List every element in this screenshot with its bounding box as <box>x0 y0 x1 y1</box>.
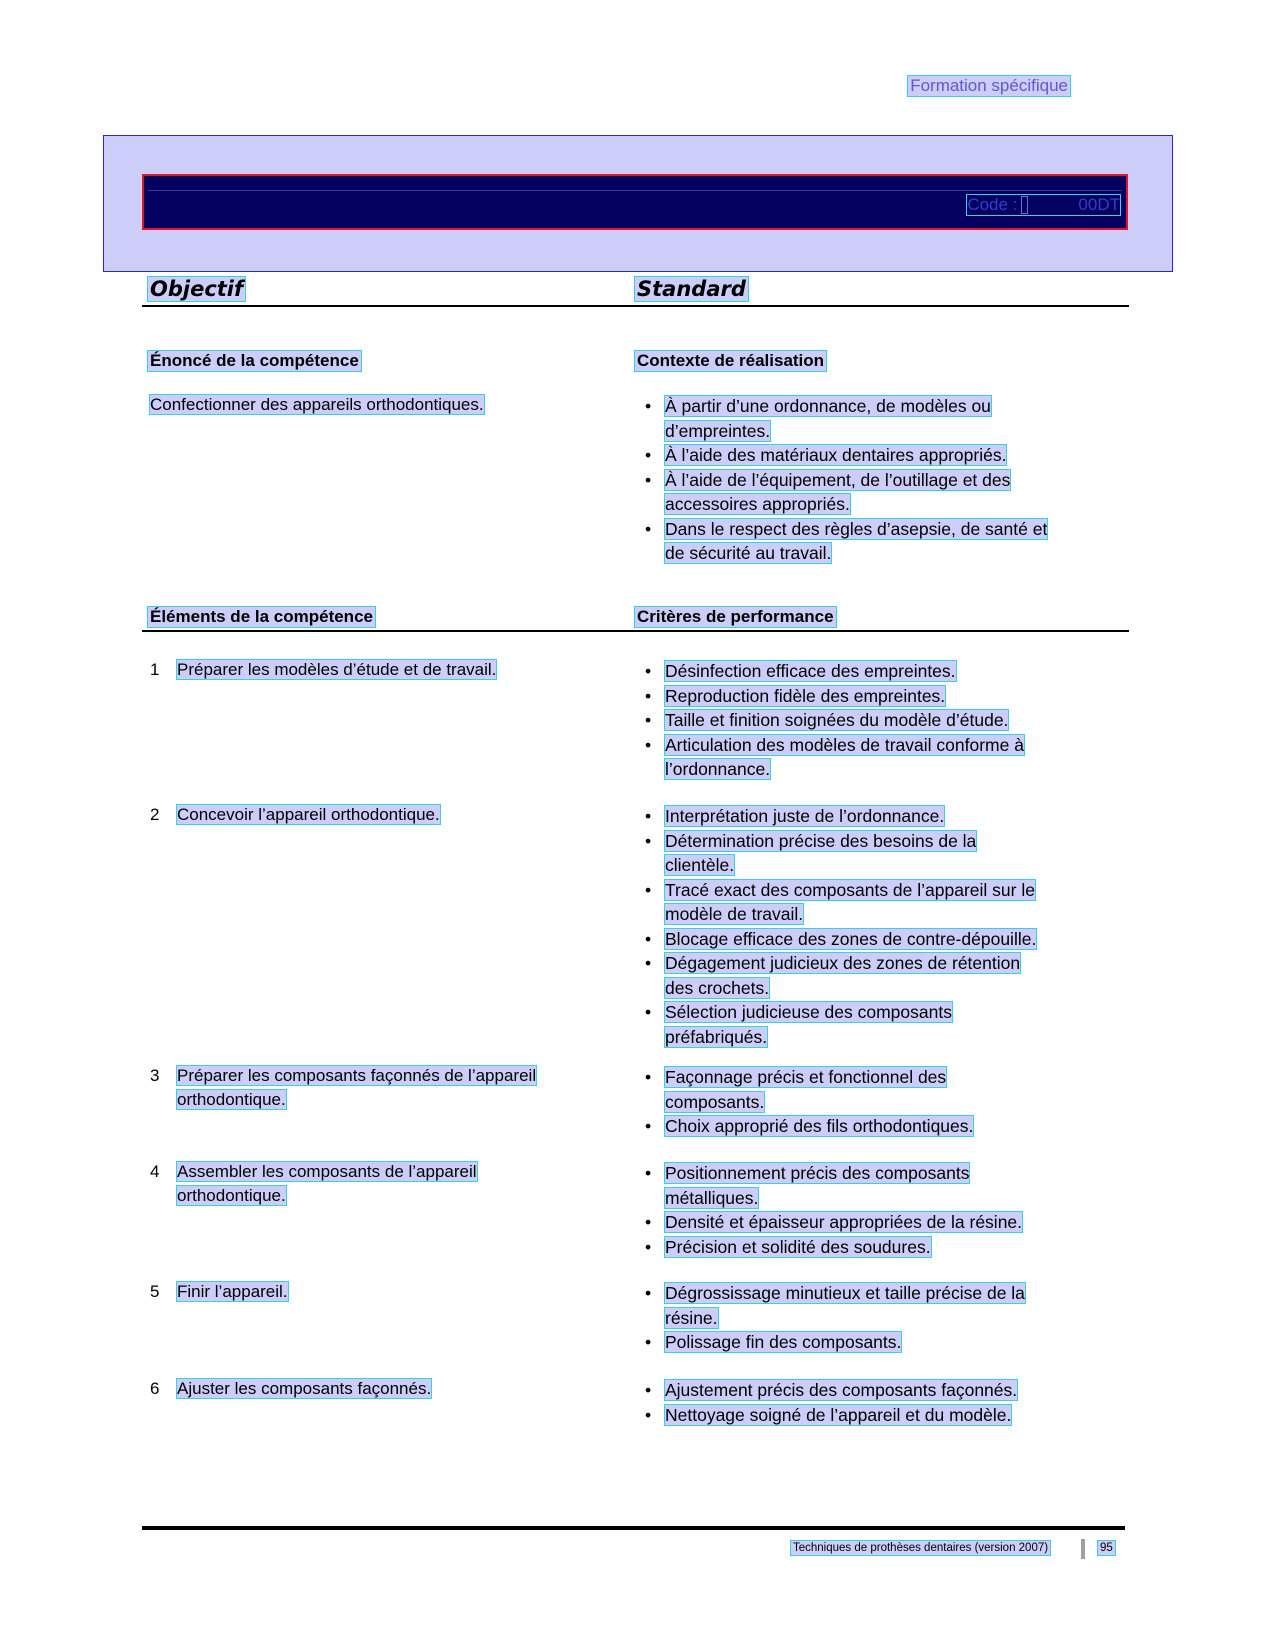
bullet-icon: • <box>645 879 652 900</box>
bullet-text: d’empreintes. <box>665 420 771 441</box>
bullet-item <box>643 468 1115 517</box>
bullet-item <box>643 1281 1115 1330</box>
bullet-text: composants. <box>665 1091 765 1112</box>
competence-statement-text: Confectionner des appareils orthodontiques. <box>150 395 484 414</box>
element-number: 5 <box>150 1282 160 1301</box>
footer-separator <box>1081 1539 1085 1559</box>
bullet-icon: • <box>645 1380 652 1400</box>
bullet-text: Façonnage précis et fonctionnel des <box>665 1067 947 1087</box>
bullet-icon: • <box>645 1283 652 1303</box>
bullet-text: résine. <box>665 1307 718 1328</box>
column-heading-standard: Standard <box>637 277 746 301</box>
bullet-item <box>643 733 1115 782</box>
code-separator <box>1021 196 1028 214</box>
bullet-item <box>643 1161 1115 1210</box>
bullet-text: Densité et épaisseur appropriées de la résine. <box>665 1212 1023 1232</box>
element-text: orthodontique. <box>177 1090 286 1109</box>
bullet-icon: • <box>645 396 652 416</box>
bullet-item <box>643 1114 1115 1139</box>
bullet-text: Dégagement judicieux des zones de rétention <box>665 953 1021 973</box>
bullet-item <box>643 659 1115 684</box>
page-number: 95 <box>1100 1542 1113 1554</box>
element-text: Concevoir l’appareil orthodontique. <box>177 805 440 824</box>
bullet-item <box>643 1330 1115 1355</box>
bullet-icon: • <box>645 469 652 490</box>
criteria-list <box>643 659 1115 782</box>
criteria-list <box>643 804 1115 1049</box>
bullet-icon: • <box>645 1002 652 1022</box>
bullet-icon: • <box>645 1163 652 1183</box>
bullet-icon: • <box>645 1116 652 1136</box>
bullet-icon: • <box>645 1404 652 1425</box>
bullet-item <box>643 708 1115 733</box>
criteria-list <box>643 1065 1115 1139</box>
context-list <box>643 394 1115 566</box>
element-number: 4 <box>150 1162 160 1181</box>
element-text: Ajuster les composants façonnés. <box>177 1379 432 1398</box>
running-head: Formation spécifique <box>910 76 1068 95</box>
code-caption: Code : <box>967 195 1018 214</box>
bullet-text: Précision et solidité des soudures. <box>665 1236 931 1257</box>
criteria-heading: Critères de performance <box>637 607 834 626</box>
bullet-icon: • <box>645 953 652 973</box>
competence-statement <box>150 393 640 417</box>
bullet-text: l’ordonnance. <box>665 759 771 779</box>
bullet-icon: • <box>645 518 652 539</box>
bullet-item <box>643 1000 1115 1049</box>
bullet-text: Articulation des modèles de travail conforme à <box>665 734 1024 755</box>
element-item <box>150 1160 640 1208</box>
element-item <box>150 1280 640 1304</box>
bullet-text: À l’aide des matériaux dentaires appropriés. <box>665 445 1007 465</box>
bullet-item <box>643 829 1115 878</box>
bullet-icon: • <box>645 1212 652 1232</box>
bullet-item <box>643 927 1115 952</box>
bullet-text: des crochets. <box>665 977 770 998</box>
bullet-item <box>643 951 1115 1000</box>
criteria-list <box>643 1161 1115 1259</box>
bullet-item <box>643 1235 1115 1260</box>
bullet-text: Dans le respect des règles d’asepsie, de santé et <box>665 518 1048 539</box>
footer-rule <box>142 1526 1125 1530</box>
title-bar-rule <box>148 190 1122 191</box>
statement-heading: Énoncé de la compétence <box>150 351 359 370</box>
bullet-text: Blocage efficace des zones de contre-dépouille. <box>665 928 1037 949</box>
bullet-text: Reproduction fidèle des empreintes. <box>665 685 946 706</box>
element-item <box>150 1377 640 1401</box>
context-heading: Contexte de réalisation <box>637 351 825 370</box>
title-bar <box>142 174 1128 230</box>
bullet-icon: • <box>645 928 652 949</box>
column-heading-rule <box>142 305 1129 307</box>
bullet-text: Sélection judicieuse des composants <box>665 1002 952 1022</box>
bullet-item <box>643 443 1115 468</box>
bullet-text: Tracé exact des composants de l’appareil sur le <box>665 879 1035 900</box>
element-number: 3 <box>150 1066 160 1085</box>
code-label <box>967 195 1120 215</box>
bullet-icon: • <box>645 685 652 706</box>
bullet-text: modèle de travail. <box>665 904 804 924</box>
element-item <box>150 803 640 827</box>
bullet-icon: • <box>645 1236 652 1257</box>
bullet-text: clientèle. <box>665 855 735 875</box>
bullet-text: accessoires appropriés. <box>665 494 850 514</box>
bullet-text: Interprétation juste de l’ordonnance. <box>665 806 945 826</box>
bullet-item <box>643 1065 1115 1114</box>
code-value: 00DT <box>1078 195 1120 214</box>
elements-heading-rule <box>142 630 1129 632</box>
bullet-text: À l’aide de l’équipement, de l’outillage et des <box>665 469 1011 490</box>
bullet-item <box>643 1210 1115 1235</box>
title-panel <box>103 135 1173 272</box>
bullet-text: métalliques. <box>665 1187 759 1208</box>
column-heading-objectif: Objectif <box>150 277 244 301</box>
bullet-text: de sécurité au travail. <box>665 543 832 563</box>
bullet-icon: • <box>645 734 652 755</box>
bullet-icon: • <box>645 830 652 851</box>
bullet-item <box>643 684 1115 709</box>
bullet-text: Choix approprié des fils orthodontiques. <box>665 1116 974 1136</box>
bullet-item <box>643 1378 1115 1403</box>
bullet-item <box>643 517 1115 566</box>
element-item <box>150 1064 640 1112</box>
bullet-icon: • <box>645 1067 652 1087</box>
elements-heading: Éléments de la compétence <box>150 607 373 626</box>
bullet-item <box>643 878 1115 927</box>
bullet-icon: • <box>645 710 652 730</box>
bullet-item <box>643 804 1115 829</box>
bullet-text: Taille et finition soignées du modèle d’étude. <box>665 710 1009 730</box>
element-number: 2 <box>150 805 160 824</box>
footer-text: Techniques de prothèses dentaires (version 2007) <box>793 1542 1049 1554</box>
bullet-text: Nettoyage soigné de l’appareil et du modèle. <box>665 1404 1012 1425</box>
element-number: 6 <box>150 1379 160 1398</box>
bullet-text: Positionnement précis des composants <box>665 1163 970 1183</box>
bullet-icon: • <box>645 1332 652 1352</box>
bullet-icon: • <box>645 661 652 681</box>
bullet-text: Ajustement précis des composants façonnés. <box>665 1380 1018 1400</box>
element-text: orthodontique. <box>177 1186 286 1205</box>
element-item <box>150 658 640 682</box>
element-text: Finir l’appareil. <box>177 1282 288 1301</box>
element-number: 1 <box>150 660 160 679</box>
criteria-list <box>643 1378 1115 1427</box>
element-text: Assembler les composants de l’appareil <box>177 1162 477 1181</box>
bullet-icon: • <box>645 445 652 465</box>
criteria-list <box>643 1281 1115 1355</box>
bullet-text: Dégrossissage minutieux et taille précise de la <box>665 1283 1025 1303</box>
element-text: Préparer les modèles d’étude et de travail. <box>177 660 497 679</box>
bullet-text: Désinfection efficace des empreintes. <box>665 661 956 681</box>
bullet-text: Détermination précise des besoins de la <box>665 830 977 851</box>
bullet-text: À partir d’une ordonnance, de modèles ou <box>665 396 991 416</box>
bullet-item <box>643 394 1115 443</box>
bullet-icon: • <box>645 806 652 826</box>
element-text: Préparer les composants façonnés de l’appareil <box>177 1066 537 1085</box>
bullet-text: Polissage fin des composants. <box>665 1332 902 1352</box>
bullet-text: préfabriqués. <box>665 1026 768 1047</box>
bullet-item <box>643 1403 1115 1428</box>
